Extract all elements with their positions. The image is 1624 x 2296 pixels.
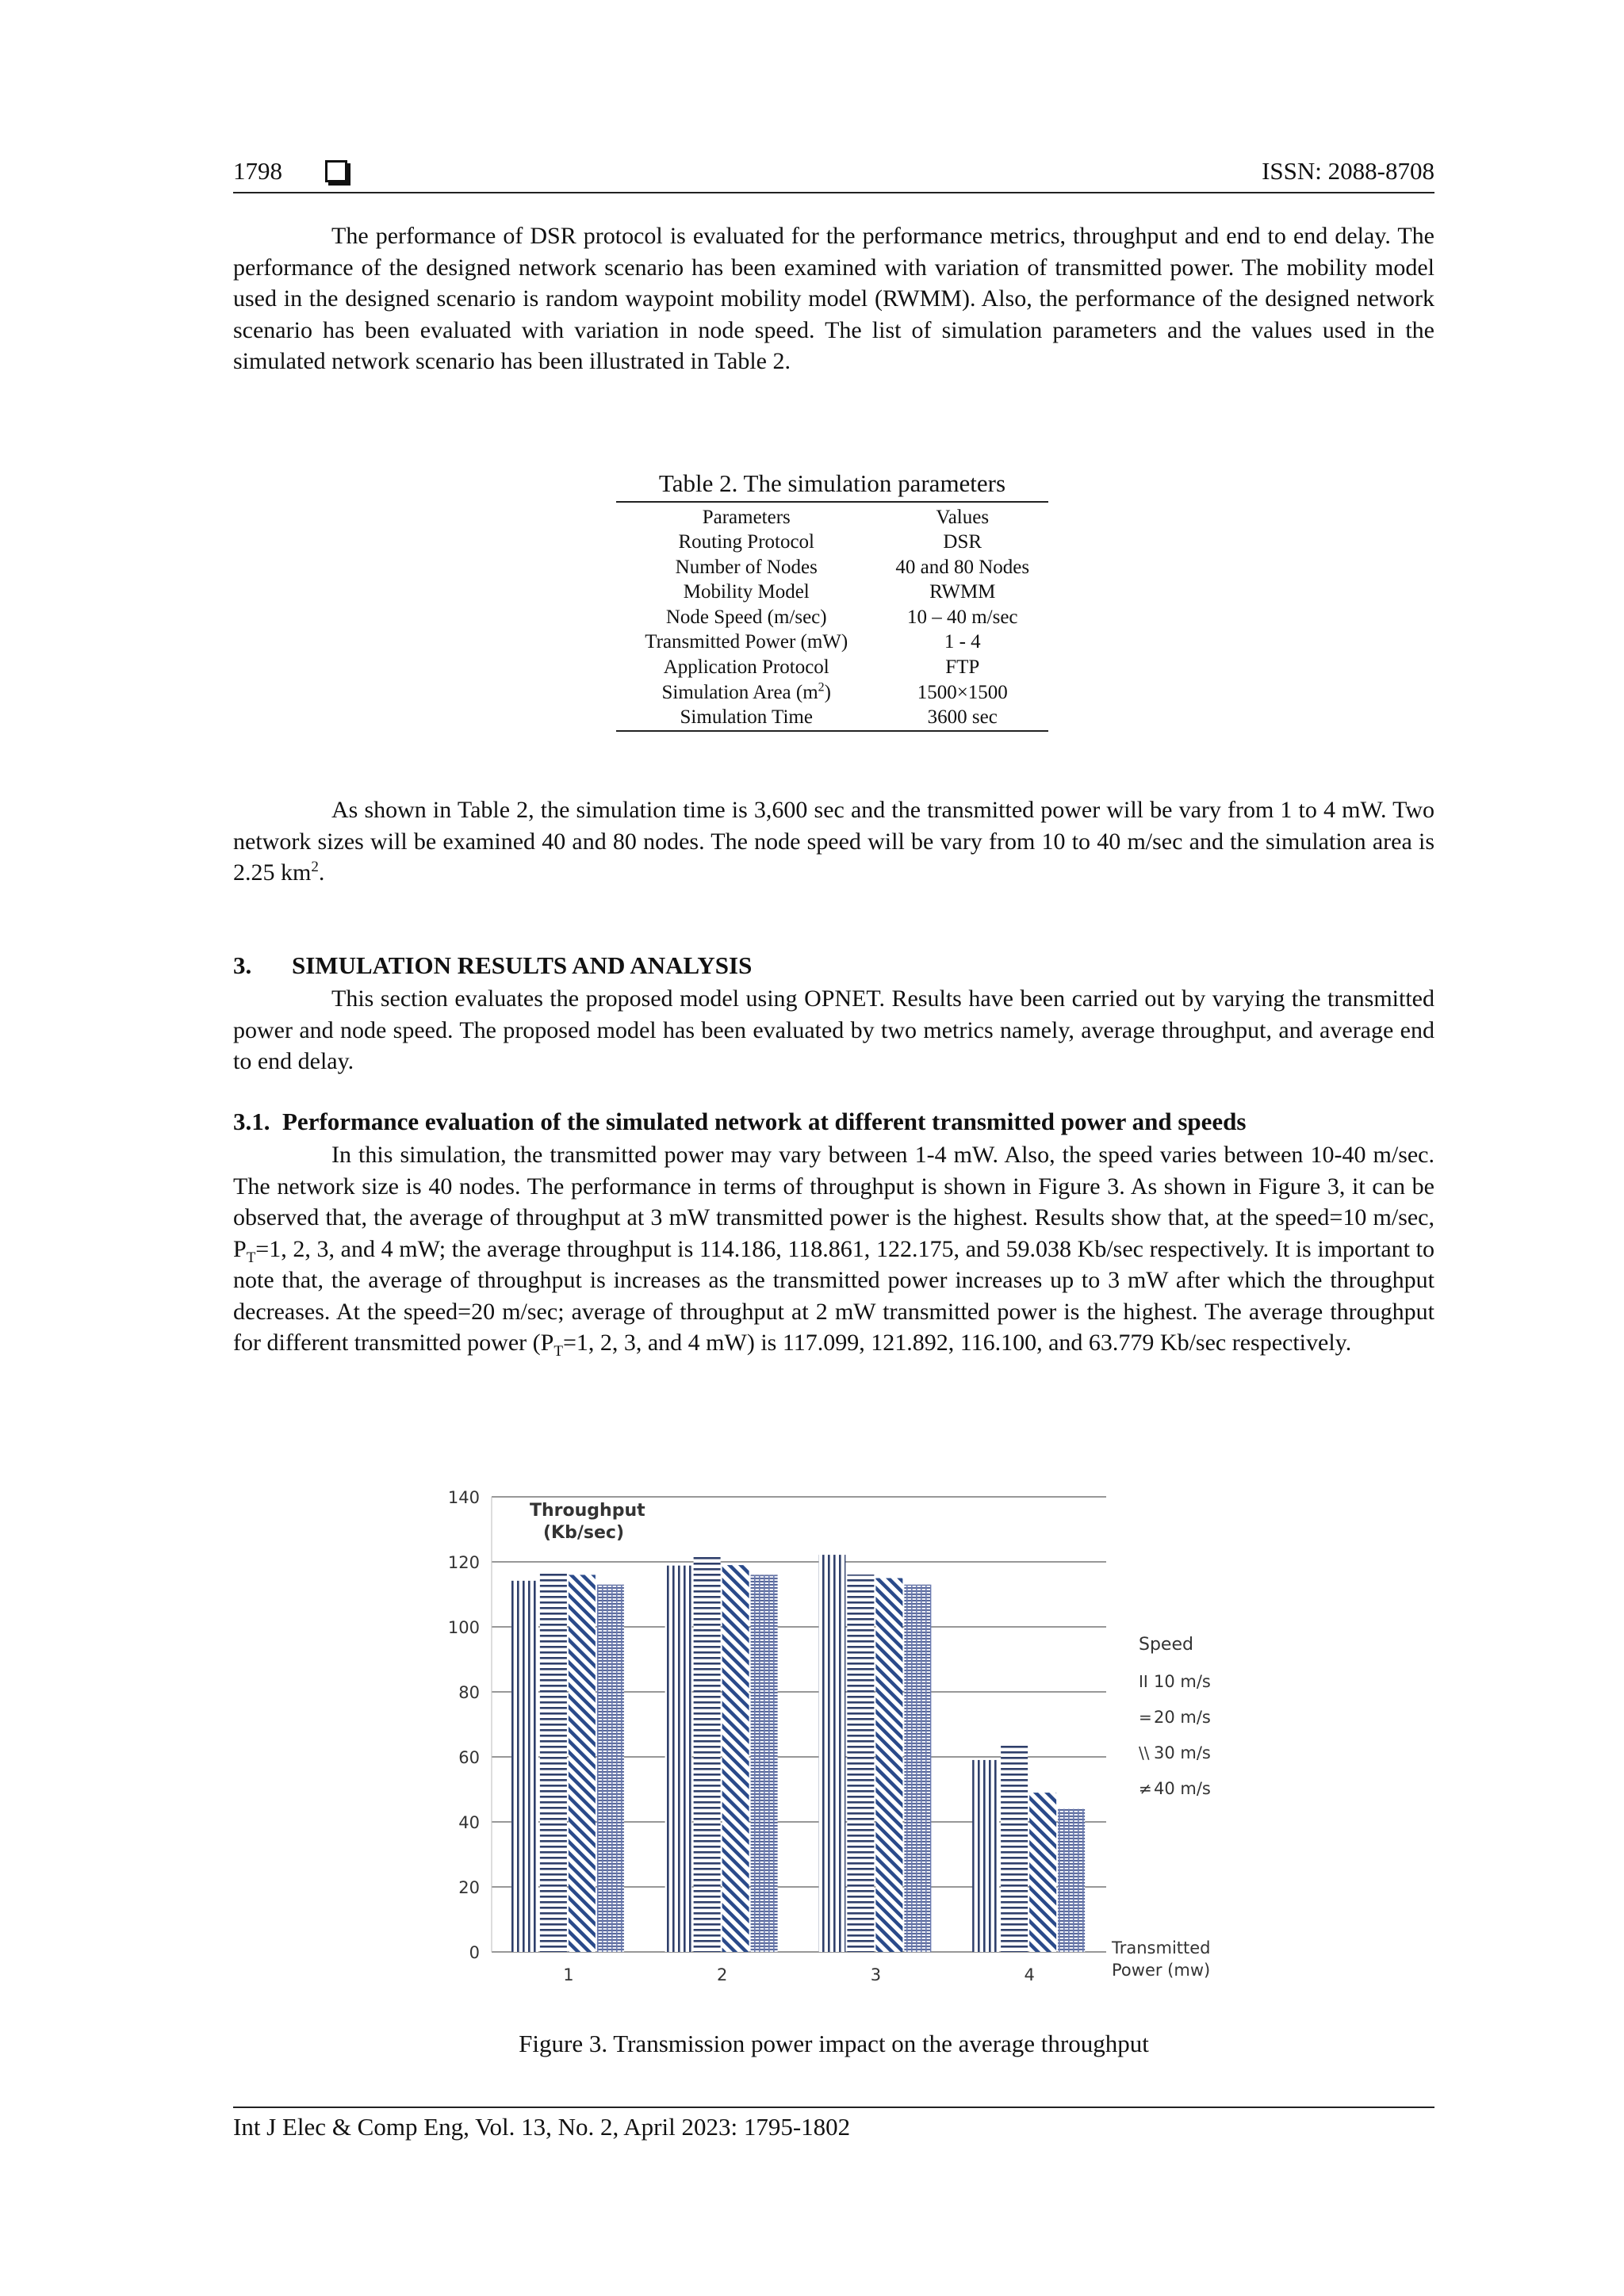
legend-label: 30 m/s <box>1154 1743 1211 1762</box>
legend-marker: \\ <box>1139 1743 1150 1762</box>
table-cell: Application Protocol <box>663 656 829 678</box>
x-axis-label-line1: Transmitted <box>1112 1938 1211 1957</box>
y-tick-label: 20 <box>458 1878 480 1897</box>
x-tick-label: 4 <box>1024 1965 1035 1984</box>
legend-label: 20 m/s <box>1154 1708 1211 1727</box>
bar-40-m-s-power-3 <box>904 1585 931 1952</box>
bar-40-m-s-power-2 <box>751 1575 778 1952</box>
table-header-row <box>616 502 1048 530</box>
x-tick-label: 3 <box>870 1965 882 1984</box>
area-superscript: 2 <box>818 680 825 695</box>
table-cell: 3600 sec <box>876 705 1048 731</box>
bar-10-m-s-power-4 <box>972 1760 999 1952</box>
bar-20-m-s-power-4 <box>1001 1745 1028 1952</box>
chart-title-line1: Throughput <box>530 1501 645 1521</box>
table-cell: 1500×1500 <box>917 681 1008 703</box>
bar-40-m-s-power-4 <box>1058 1809 1085 1952</box>
paragraph-text: In this simulation, the transmitted power may vary between 1-4 mW. Also, the speed varies between 10-40 m/sec. The network size is 40 nodes. The performance in terms of throughput is shown in Figure 3. As shown in Figure 3, it can be observed that, the average of throughput at 3 mW transmitted power is the highest. Results show that, at the speed=10 m/sec, P <box>233 1142 1434 1262</box>
x-tick-label: 2 <box>716 1965 728 1984</box>
table-row <box>616 530 1048 555</box>
table-header-cell: Parameters <box>616 502 876 530</box>
table-cell: DSR <box>943 531 982 553</box>
table-cell: RWMM <box>929 581 996 603</box>
y-tick-label: 140 <box>447 1488 480 1507</box>
table-caption: Table 2. The simulation parameters <box>658 469 1006 497</box>
page-header <box>233 152 1434 193</box>
legend-title: Speed <box>1139 1635 1193 1655</box>
legend-marker: ≠ <box>1139 1779 1152 1798</box>
y-tick-label: 80 <box>458 1683 480 1702</box>
table-row <box>616 580 1048 605</box>
paragraph-text: =1, 2, 3, and 4 mW; the average throughput is 114.186, 118.861, 122.175, and 59.038 Kb/sec respectively. It is important to note that, the average of throughput is increases as the transmitted power increases up to 3 mW after which the throughput decreases. At the speed=20 m/sec; average of throughput at 2 mW transmitted power is the highest. The average throughput for different transmitted power (P <box>233 1235 1434 1356</box>
table-row <box>616 705 1048 731</box>
section-3-1-heading <box>233 1108 1246 1136</box>
table-row <box>616 680 1048 706</box>
x-axis-label-line2: Power (mw) <box>1112 1961 1211 1980</box>
table-cell: Number of Nodes <box>675 556 818 578</box>
figure-caption: Figure 3. Transmission power impact on the average throughput <box>519 2030 1149 2057</box>
table-cell: 40 and 80 Nodes <box>895 556 1030 578</box>
section-3-paragraph: This section evaluates the proposed model using OPNET. Results have been carried out by varying the transmitted power and node speed. The proposed model has been evaluated by two metrics namely, average throughput, and average end to end delay. <box>233 985 1434 1074</box>
bar-20-m-s-power-1 <box>540 1571 567 1952</box>
table-cell: FTP <box>945 656 980 678</box>
bar-30-m-s-power-4 <box>1029 1793 1056 1952</box>
bar-10-m-s-power-1 <box>511 1581 538 1952</box>
table-row <box>616 555 1048 580</box>
table-cell: 10 – 40 m/sec <box>906 606 1018 628</box>
paragraph-text: =1, 2, 3, and 4 mW) is 117.099, 121.892, 116.100, and 63.779 Kb/sec respectively. <box>562 1330 1352 1356</box>
page-number: 1798 <box>233 157 282 185</box>
bar-40-m-s-power-1 <box>597 1585 624 1952</box>
subscript: T <box>246 1249 256 1266</box>
legend-label: 10 m/s <box>1154 1672 1211 1691</box>
bar-30-m-s-power-2 <box>722 1565 749 1952</box>
section-number: 3.1. <box>233 1108 270 1135</box>
superscript: 2 <box>311 859 319 875</box>
table-cell: Routing Protocol <box>678 531 815 553</box>
y-tick-label: 100 <box>447 1618 480 1637</box>
bar-30-m-s-power-1 <box>569 1575 596 1952</box>
section-title: Performance evaluation of the simulated network at different transmitted power and speeds <box>282 1108 1247 1135</box>
table-cell: Mobility Model <box>683 581 810 603</box>
table-row <box>616 655 1048 680</box>
paragraph-text: . <box>318 859 325 886</box>
y-tick-label: 120 <box>447 1553 480 1572</box>
table-row <box>616 629 1048 655</box>
legend-marker: = <box>1139 1708 1152 1727</box>
bar-10-m-s-power-2 <box>665 1566 692 1952</box>
table-cell: Simulation Time <box>616 705 876 731</box>
x-tick-label: 1 <box>563 1965 574 1984</box>
bar-30-m-s-power-3 <box>875 1578 902 1953</box>
y-tick-label: 60 <box>458 1748 480 1767</box>
bar-20-m-s-power-2 <box>694 1556 721 1952</box>
bar-20-m-s-power-3 <box>847 1575 874 1952</box>
table-cell: Transmitted Power (mW) <box>645 631 848 653</box>
page-footer: Int J Elec & Comp Eng, Vol. 13, No. 2, April 2023: 1795-1802 <box>233 2107 1434 2141</box>
table-cell <box>616 680 876 706</box>
area-label: Simulation Area (m <box>661 681 818 703</box>
section-title: SIMULATION RESULTS AND ANALYSIS <box>292 951 753 979</box>
throughput-bar-chart <box>428 1479 1237 1995</box>
chart-title-line2: (Kb/sec) <box>543 1523 624 1543</box>
section-number: 3. <box>233 951 252 979</box>
section-3-1-paragraph <box>233 1139 1434 1359</box>
y-tick-label: 40 <box>458 1813 480 1832</box>
bar-10-m-s-power-3 <box>818 1555 845 1952</box>
intro-paragraph: The performance of DSR protocol is evaluated for the performance metrics, throughput and end to end delay. The performance of the designed network scenario has been examined with variation of transmitted power. The mobility model used in the designed scenario is random waypoint mobility model (RWMM). Also, the performance of the designed network scenario has been evaluated with variation in node speed. The list of simulation parameters and the values used in the simulated network scenario has been illustrated in Table 2. <box>233 223 1434 374</box>
issn-label: ISSN: 2088-8708 <box>1262 157 1434 185</box>
subscript: T <box>553 1343 563 1360</box>
area-close-paren: ) <box>824 681 831 703</box>
paragraph-text: As shown in Table 2, the simulation time is 3,600 sec and the transmitted power will be vary from 1 to 4 mW. Two network sizes will be examined 40 and 80 nodes. The node speed will be vary from 10 to 40 m/sec and the simulation area is 2.25 km <box>233 797 1434 886</box>
table-cell: 1 - 4 <box>944 631 981 653</box>
simulation-parameters-table <box>616 501 1048 732</box>
table-cell: Node Speed (m/sec) <box>665 606 827 628</box>
table-row <box>616 605 1048 630</box>
y-tick-label: 0 <box>469 1943 480 1962</box>
square-bullet-icon <box>325 160 347 182</box>
table-header-cell: Values <box>876 502 1048 530</box>
table-discussion-paragraph <box>233 794 1434 889</box>
section-3-heading <box>233 951 752 980</box>
legend-marker: II <box>1139 1672 1148 1691</box>
legend-label: 40 m/s <box>1154 1779 1211 1798</box>
